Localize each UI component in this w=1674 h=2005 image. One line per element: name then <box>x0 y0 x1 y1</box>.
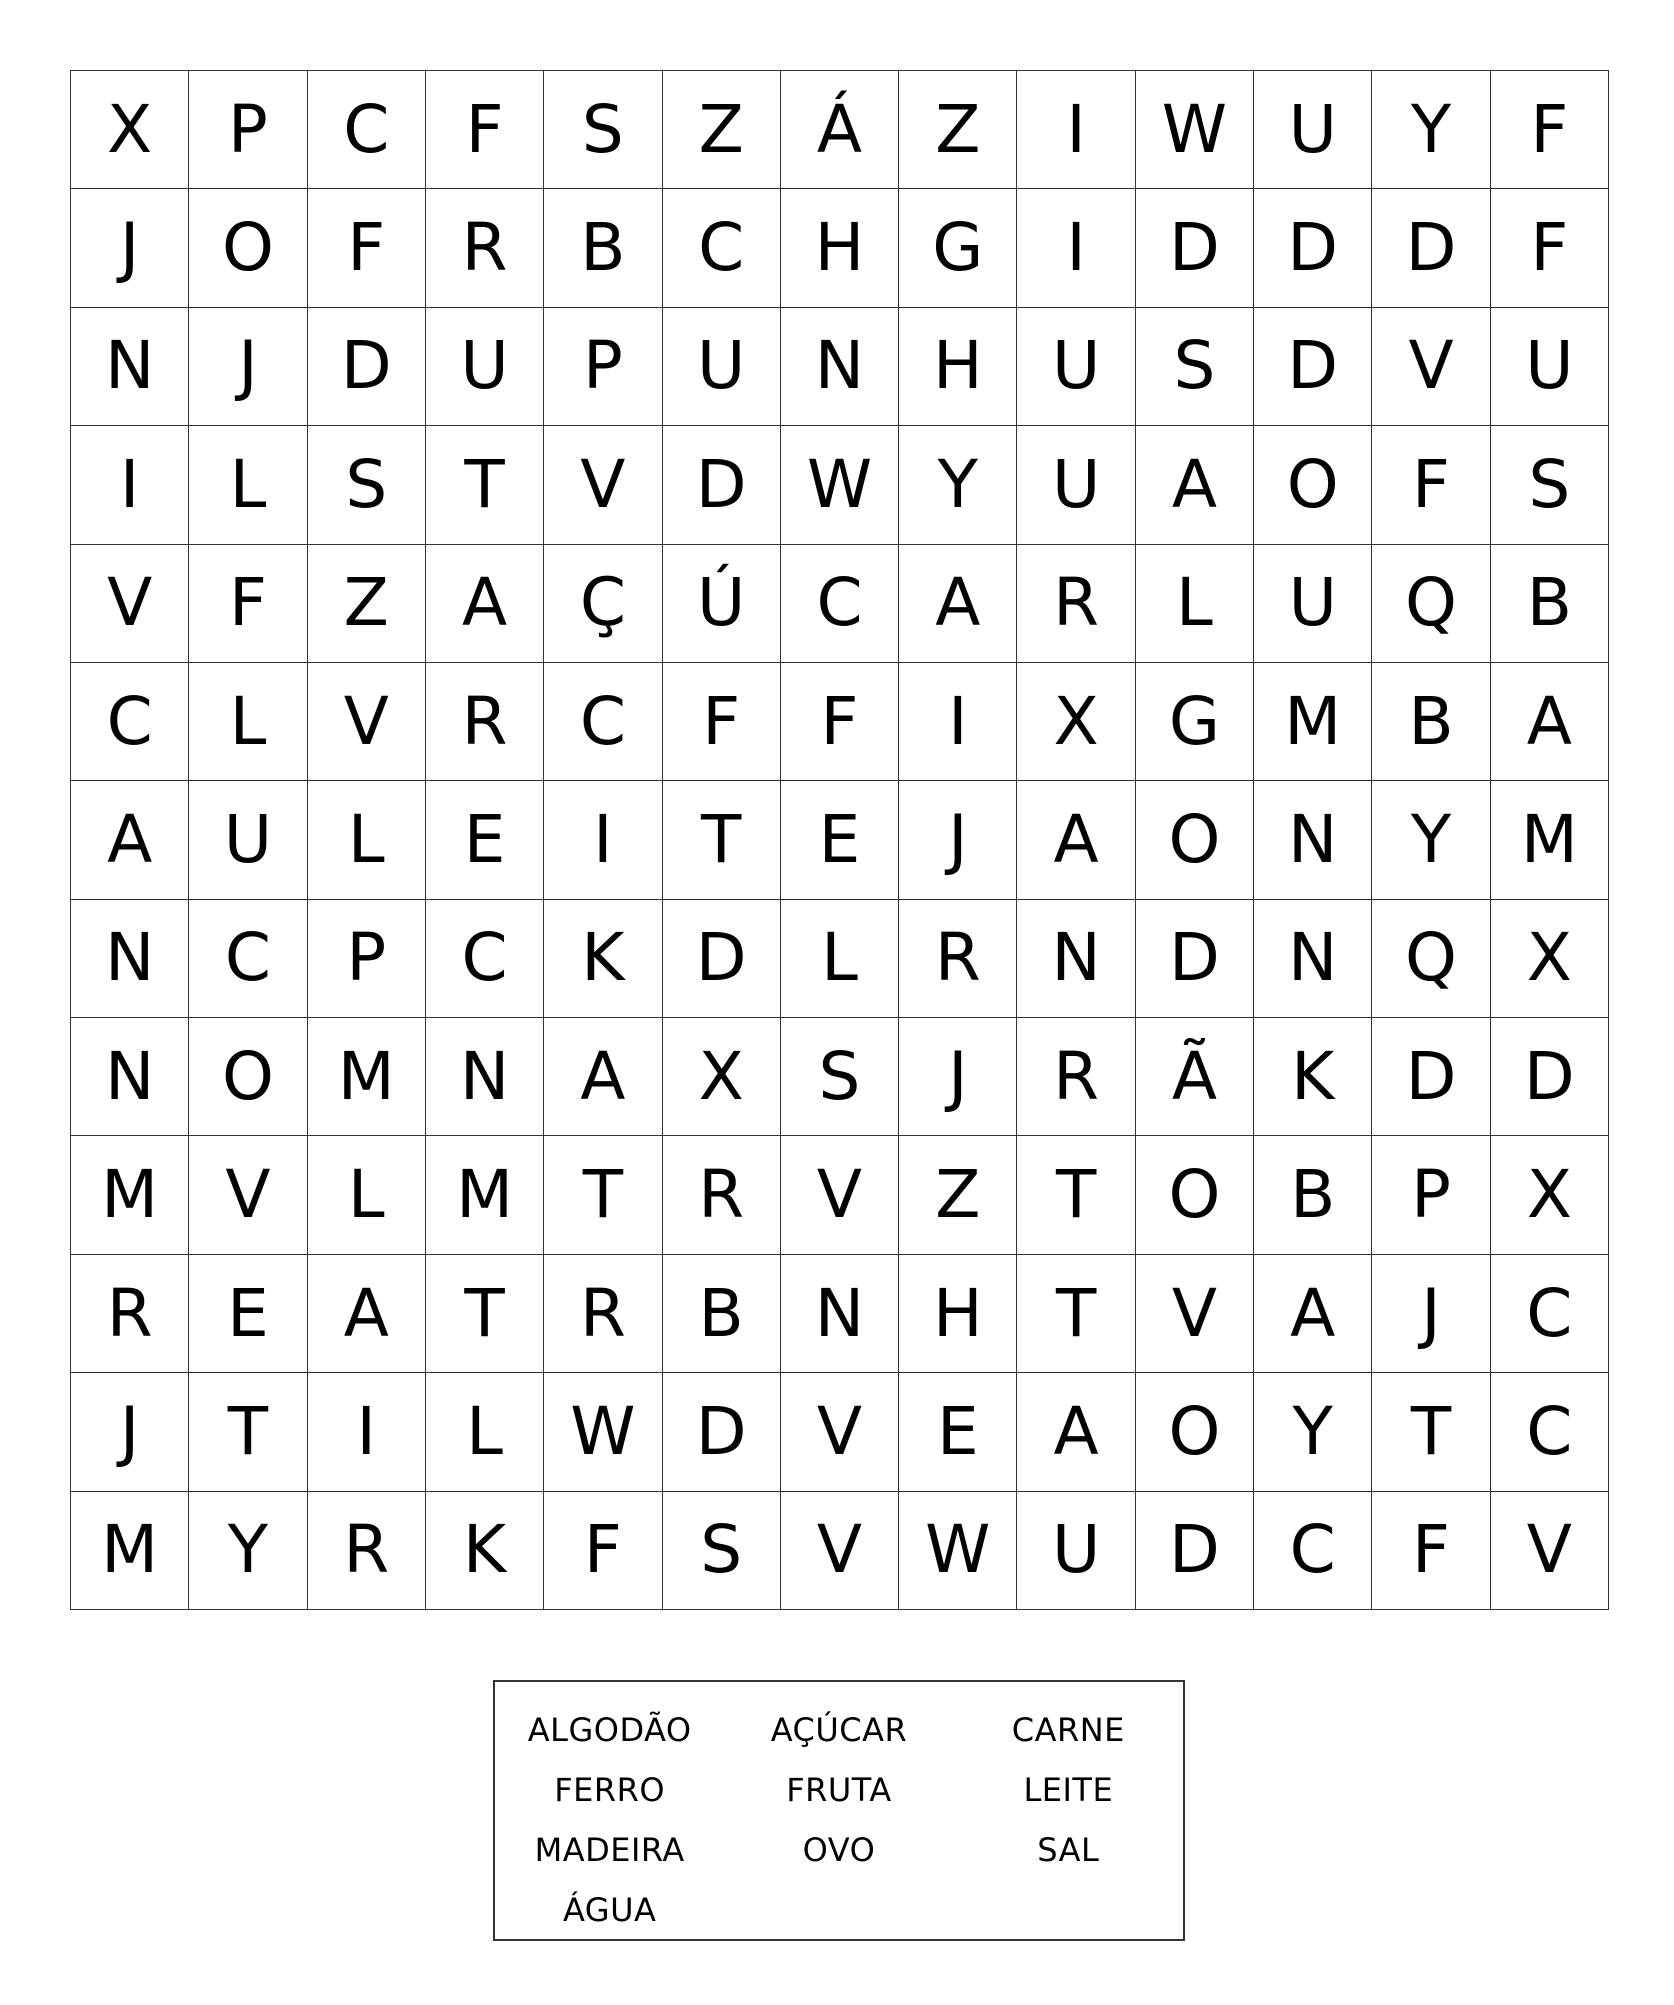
grid-cell[interactable]: Y <box>1372 781 1490 899</box>
grid-cell[interactable]: D <box>1254 189 1372 307</box>
grid-cell[interactable]: S <box>308 426 426 544</box>
grid-cell[interactable]: O <box>189 189 307 307</box>
grid-cell[interactable]: S <box>544 71 662 189</box>
grid-cell[interactable]: U <box>663 308 781 426</box>
grid-cell[interactable]: J <box>189 308 307 426</box>
grid-cell[interactable]: Z <box>663 71 781 189</box>
grid-cell[interactable]: N <box>426 1018 544 1136</box>
grid-cell[interactable]: F <box>1491 189 1609 307</box>
grid-cell[interactable]: U <box>426 308 544 426</box>
grid-cell[interactable]: S <box>781 1018 899 1136</box>
grid-cell[interactable]: B <box>1491 545 1609 663</box>
grid-cell[interactable]: R <box>1017 545 1135 663</box>
grid-cell[interactable]: A <box>1136 426 1254 544</box>
grid-cell[interactable]: N <box>781 308 899 426</box>
grid-cell[interactable]: O <box>1136 1373 1254 1491</box>
grid-cell[interactable]: D <box>663 900 781 1018</box>
grid-cell[interactable]: Z <box>308 545 426 663</box>
grid-cell[interactable]: P <box>308 900 426 1018</box>
grid-cell[interactable]: F <box>426 71 544 189</box>
grid-cell[interactable]: O <box>1136 1136 1254 1254</box>
grid-cell[interactable]: R <box>899 900 1017 1018</box>
grid-cell[interactable]: Y <box>899 426 1017 544</box>
grid-cell[interactable]: M <box>1254 663 1372 781</box>
grid-cell[interactable]: Q <box>1372 545 1490 663</box>
grid-cell[interactable]: X <box>663 1018 781 1136</box>
grid-cell[interactable]: R <box>308 1492 426 1610</box>
grid-cell[interactable]: F <box>781 663 899 781</box>
grid-cell[interactable]: C <box>544 663 662 781</box>
grid-cell[interactable]: Á <box>781 71 899 189</box>
grid-cell[interactable]: H <box>781 189 899 307</box>
grid-cell[interactable]: Z <box>899 71 1017 189</box>
grid-cell[interactable]: A <box>1017 1373 1135 1491</box>
grid-cell[interactable]: L <box>426 1373 544 1491</box>
grid-cell[interactable]: T <box>426 1255 544 1373</box>
grid-cell[interactable]: W <box>1136 71 1254 189</box>
word-list-item: CARNE <box>1011 1711 1125 1749</box>
grid-cell[interactable]: A <box>71 781 189 899</box>
grid-cell[interactable]: V <box>71 545 189 663</box>
grid-cell[interactable]: L <box>781 900 899 1018</box>
grid-cell[interactable]: Ã <box>1136 1018 1254 1136</box>
grid-cell[interactable]: V <box>1136 1255 1254 1373</box>
word-list-item: LEITE <box>1023 1771 1114 1809</box>
grid-cell[interactable]: D <box>663 1373 781 1491</box>
grid-cell[interactable]: B <box>1372 663 1490 781</box>
grid-cell[interactable]: I <box>71 426 189 544</box>
grid-cell[interactable]: R <box>426 189 544 307</box>
grid-cell[interactable]: C <box>1491 1255 1609 1373</box>
grid-cell[interactable]: W <box>899 1492 1017 1610</box>
grid-cell[interactable]: S <box>663 1492 781 1610</box>
grid-cell[interactable]: F <box>308 189 426 307</box>
word-list-item: ÁGUA <box>562 1891 657 1929</box>
grid-cell[interactable]: D <box>663 426 781 544</box>
grid-cell[interactable]: Y <box>189 1492 307 1610</box>
grid-cell[interactable]: N <box>1254 781 1372 899</box>
grid-cell[interactable]: D <box>1136 900 1254 1018</box>
grid-cell[interactable]: X <box>1491 1136 1609 1254</box>
grid-cell[interactable]: C <box>71 663 189 781</box>
grid-cell[interactable]: A <box>899 545 1017 663</box>
word-list <box>495 1700 1183 1940</box>
grid-cell[interactable]: P <box>1372 1136 1490 1254</box>
grid-cell[interactable]: T <box>544 1136 662 1254</box>
grid-cell[interactable]: V <box>308 663 426 781</box>
grid-cell[interactable]: K <box>426 1492 544 1610</box>
grid-cell[interactable]: Y <box>1254 1373 1372 1491</box>
grid-cell[interactable]: F <box>1491 71 1609 189</box>
grid-cell[interactable]: U <box>1017 308 1135 426</box>
word-list-box <box>493 1680 1185 1941</box>
grid-cell[interactable]: U <box>1254 71 1372 189</box>
grid-cell[interactable]: A <box>308 1255 426 1373</box>
word-list-item: SAL <box>1037 1831 1100 1869</box>
grid-cell[interactable]: Q <box>1372 900 1490 1018</box>
grid-cell[interactable]: U <box>1017 1492 1135 1610</box>
grid-cell[interactable]: T <box>1372 1373 1490 1491</box>
grid-cell[interactable]: O <box>1136 781 1254 899</box>
grid-cell[interactable]: V <box>544 426 662 544</box>
grid-cell[interactable]: Y <box>1372 71 1490 189</box>
grid-cell[interactable]: O <box>189 1018 307 1136</box>
grid-cell[interactable]: E <box>899 1373 1017 1491</box>
word-list-item: ALGODÃO <box>527 1711 692 1749</box>
grid-cell[interactable]: C <box>1254 1492 1372 1610</box>
grid-cell[interactable]: D <box>1491 1018 1609 1136</box>
grid-cell[interactable]: C <box>308 71 426 189</box>
grid-cell[interactable]: Ú <box>663 545 781 663</box>
grid-cell[interactable]: M <box>426 1136 544 1254</box>
grid-cell[interactable]: H <box>899 1255 1017 1373</box>
grid-cell[interactable]: M <box>71 1136 189 1254</box>
grid-cell[interactable]: N <box>1017 900 1135 1018</box>
grid-cell[interactable]: D <box>1136 1492 1254 1610</box>
grid-cell[interactable]: L <box>189 663 307 781</box>
grid-cell[interactable]: X <box>71 71 189 189</box>
grid-cell[interactable]: I <box>899 663 1017 781</box>
grid-cell[interactable]: D <box>1254 308 1372 426</box>
grid-cell[interactable]: W <box>781 426 899 544</box>
word-list-item: MADEIRA <box>534 1831 685 1869</box>
word-list-item: FERRO <box>554 1771 666 1809</box>
grid-cell[interactable]: M <box>71 1492 189 1610</box>
grid-cell[interactable]: T <box>1017 1136 1135 1254</box>
grid-cell[interactable]: K <box>1254 1018 1372 1136</box>
grid-cell[interactable]: I <box>1017 189 1135 307</box>
grid-cell[interactable]: L <box>308 1136 426 1254</box>
grid-cell[interactable]: O <box>1254 426 1372 544</box>
grid-cell[interactable]: K <box>544 900 662 1018</box>
grid-cell[interactable]: A <box>1017 781 1135 899</box>
grid-cell[interactable]: L <box>308 781 426 899</box>
grid-cell[interactable]: M <box>308 1018 426 1136</box>
grid-cell[interactable]: I <box>544 781 662 899</box>
grid-cell[interactable]: B <box>1254 1136 1372 1254</box>
grid-cell[interactable]: F <box>1372 1492 1490 1610</box>
grid-cell[interactable]: G <box>899 189 1017 307</box>
grid-cell[interactable]: N <box>71 1018 189 1136</box>
grid-cell[interactable]: N <box>1254 900 1372 1018</box>
grid-cell[interactable]: A <box>1491 663 1609 781</box>
grid-cell[interactable]: X <box>1491 900 1609 1018</box>
grid-cell[interactable]: F <box>544 1492 662 1610</box>
grid-cell[interactable]: J <box>71 1373 189 1491</box>
grid-cell[interactable]: J <box>899 781 1017 899</box>
grid-cell[interactable]: B <box>663 1255 781 1373</box>
grid-cell[interactable]: C <box>663 189 781 307</box>
grid-cell[interactable]: P <box>189 71 307 189</box>
grid-cell[interactable]: V <box>781 1492 899 1610</box>
grid-cell[interactable]: E <box>781 781 899 899</box>
grid-cell[interactable]: R <box>71 1255 189 1373</box>
grid-cell[interactable]: H <box>899 308 1017 426</box>
letter-grid <box>70 70 1609 1610</box>
grid-cell[interactable]: F <box>189 545 307 663</box>
grid-cell[interactable]: J <box>1372 1255 1490 1373</box>
grid-cell[interactable]: T <box>189 1373 307 1491</box>
grid-cell[interactable]: V <box>781 1373 899 1491</box>
grid-cell[interactable]: R <box>544 1255 662 1373</box>
grid-cell[interactable]: L <box>1136 545 1254 663</box>
grid-cell[interactable]: N <box>71 900 189 1018</box>
grid-cell[interactable]: T <box>1017 1255 1135 1373</box>
word-list-item: FRUTA <box>786 1771 892 1809</box>
grid-cell[interactable]: V <box>1372 308 1490 426</box>
grid-cell[interactable]: D <box>308 308 426 426</box>
grid-cell[interactable]: A <box>544 1018 662 1136</box>
grid-cell[interactable]: Ç <box>544 545 662 663</box>
grid-cell[interactable]: N <box>781 1255 899 1373</box>
grid-cell[interactable]: L <box>189 426 307 544</box>
grid-cell[interactable]: C <box>781 545 899 663</box>
grid-cell[interactable]: T <box>663 781 781 899</box>
grid-cell[interactable]: B <box>544 189 662 307</box>
grid-cell[interactable]: D <box>1372 189 1490 307</box>
grid-cell[interactable]: C <box>426 900 544 1018</box>
grid-cell[interactable]: T <box>426 426 544 544</box>
grid-cell[interactable]: R <box>663 1136 781 1254</box>
grid-cell[interactable]: I <box>1017 71 1135 189</box>
grid-cell[interactable]: A <box>1254 1255 1372 1373</box>
grid-cell[interactable]: E <box>189 1255 307 1373</box>
grid-cell[interactable]: R <box>426 663 544 781</box>
grid-cell[interactable]: R <box>1017 1018 1135 1136</box>
grid-cell[interactable]: F <box>663 663 781 781</box>
grid-cell[interactable]: V <box>781 1136 899 1254</box>
grid-cell[interactable]: I <box>308 1373 426 1491</box>
grid-cell[interactable]: X <box>1017 663 1135 781</box>
grid-cell[interactable]: V <box>189 1136 307 1254</box>
grid-cell[interactable]: U <box>189 781 307 899</box>
grid-cell[interactable]: U <box>1254 545 1372 663</box>
grid-cell[interactable]: G <box>1136 663 1254 781</box>
grid-cell[interactable]: J <box>899 1018 1017 1136</box>
grid-cell[interactable]: D <box>1136 189 1254 307</box>
grid-cell[interactable]: J <box>71 189 189 307</box>
grid-cell[interactable]: U <box>1017 426 1135 544</box>
grid-cell[interactable]: U <box>1491 308 1609 426</box>
word-list-item: OVO <box>802 1831 876 1869</box>
grid-cell[interactable]: C <box>1491 1373 1609 1491</box>
grid-cell[interactable]: E <box>426 781 544 899</box>
grid-cell[interactable]: A <box>426 545 544 663</box>
grid-cell[interactable]: S <box>1136 308 1254 426</box>
grid-cell[interactable]: M <box>1491 781 1609 899</box>
grid-cell[interactable]: S <box>1491 426 1609 544</box>
grid-cell[interactable]: V <box>1491 1492 1609 1610</box>
grid-cell[interactable]: Z <box>899 1136 1017 1254</box>
grid-cell[interactable]: F <box>1372 426 1490 544</box>
word-list-item: AÇÚCAR <box>770 1711 908 1749</box>
grid-cell[interactable]: C <box>189 900 307 1018</box>
grid-cell[interactable]: W <box>544 1373 662 1491</box>
grid-cell[interactable]: D <box>1372 1018 1490 1136</box>
grid-cell[interactable]: P <box>544 308 662 426</box>
grid-cell[interactable]: N <box>71 308 189 426</box>
